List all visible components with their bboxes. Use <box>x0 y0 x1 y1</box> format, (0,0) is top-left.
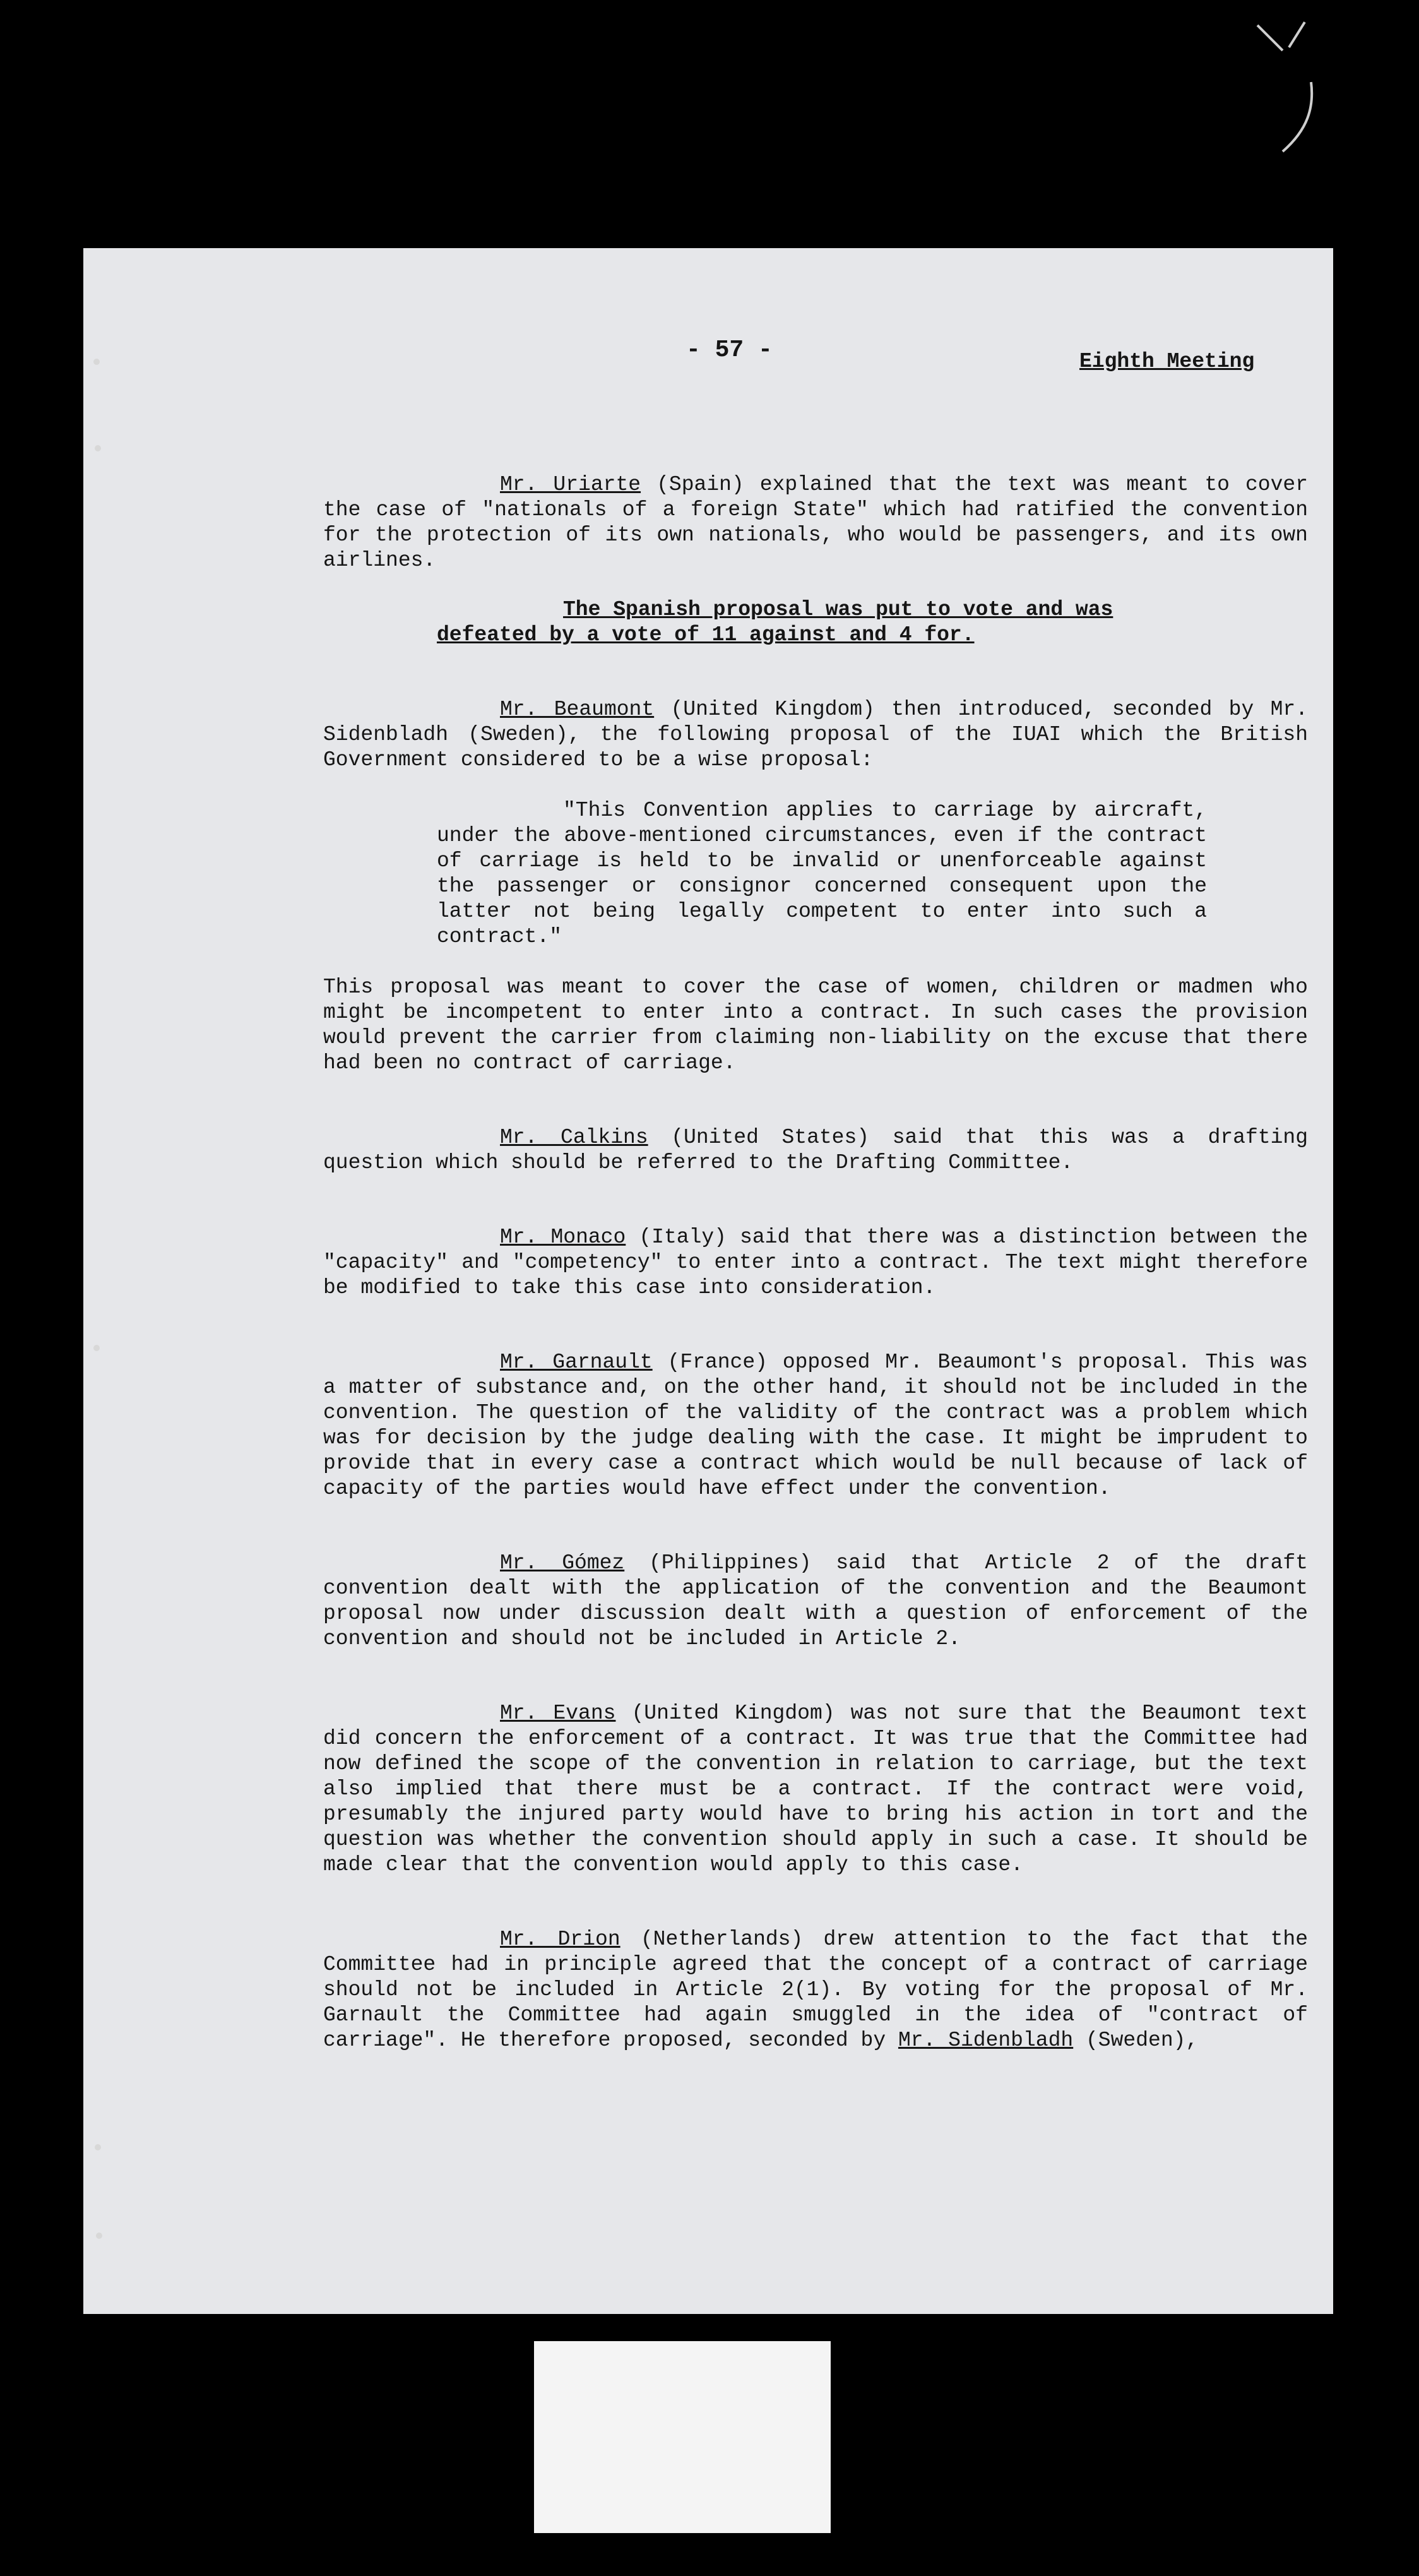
paragraph-text: (United Kingdom) then introduced, seconded by Mr. Sidenbladh (Sweden), the following proposal of the IUAI which the British Government considered to be a wise proposal: <box>323 698 1308 772</box>
quoted-proposal: "This Convention applies to carriage by aircraft, under the above-mentioned circumstances, even if the contract of carriage is held to be invalid or unenforceable against the passenger or consignor concerned consequent upon the latter not being legally competent to enter into such a contract." <box>437 799 1207 948</box>
edge-mark <box>93 1345 100 1351</box>
paragraph-gomez <box>323 1551 1308 1652</box>
edge-mark <box>95 2144 101 2150</box>
paragraph-text: (Sweden), <box>1073 2029 1199 2052</box>
paragraph-text: (Philippines) said that Article 2 of the draft convention dealt with the application of the convention and the Beaumont proposal now under discussion dealt with a question of enforcement of the convention and should not be included in Article 2. <box>323 1551 1308 1650</box>
paragraph-explanation: This proposal was meant to cover the case of women, children or madmen who might be incompetent to enter into a contract. In such cases the provision would prevent the carrier from claiming non-liability on the excuse that there had been no contract of carriage. <box>323 975 1308 1075</box>
speaker-name: Mr. Gómez <box>500 1551 625 1575</box>
speaker-name: Mr. Garnault <box>500 1351 653 1374</box>
paragraph-text: (Netherlands) drew attention to the fact that the Committee had in principle agreed that the concept of a contract of carriage should not be included in Article 2(1). By voting for the proposal of Mr. Garnault the Committee had again smuggled in the idea of "contract of carriage". He therefore proposed, seconded by <box>323 1928 1308 2052</box>
paragraph-text: (Spain) explained that the text was meant to cover the case of "nationals of a foreign State" which had ratified the convention for the protection of its own nationals, who would be passengers, and its own airlines. <box>323 473 1308 572</box>
resolution-text: The Spanish proposal was put to vote and was defeated by a vote of 11 against and 4 for. <box>437 598 1113 647</box>
paragraph-monaco <box>323 1225 1308 1301</box>
edge-mark <box>93 359 100 365</box>
paragraph-text: (France) opposed Mr. Beaumont's proposal. This was a matter of substance and, on the other hand, it should not be included in the convention. The question of the validity of the contract was a problem which was for decision by the judge dealing with the case. It might be imprudent to provide that in every case a contract which would be null because of lack of capacity of the parties would have effect under the convention. <box>323 1351 1308 1500</box>
edge-mark <box>96 2233 102 2239</box>
speaker-name: Mr. Beaumont <box>500 698 655 721</box>
paragraph-uriarte <box>323 472 1308 573</box>
speaker-name: Mr. Drion <box>500 1928 620 1951</box>
edge-mark <box>95 445 101 451</box>
paragraph-text: (United States) said that this was a drafting question which should be referred to the Drafting Committee. <box>323 1126 1308 1174</box>
paragraph-garnault <box>323 1350 1308 1501</box>
speaker-name: Mr. Evans <box>500 1702 616 1725</box>
speaker-name: Mr. Monaco <box>500 1225 626 1249</box>
blank-card <box>534 2341 831 2533</box>
speaker-name: Mr. Calkins <box>500 1126 648 1149</box>
paragraph-text: (United Kingdom) was not sure that the Beaumont text did concern the enforcement of a contract. It was true that the Committee had now defined the scope of the convention in relation to carriage, but the text also implied that there must be a contract. If the contract were void, presumably the injured party would have to bring his action in tort and the question was whether the convention should apply in such a case. It should be made clear that the convention would apply to this case. <box>323 1702 1308 1876</box>
paragraph-calkins <box>323 1125 1308 1176</box>
paragraph-evans <box>323 1701 1308 1878</box>
speaker-name: Mr. Sidenbladh <box>898 2029 1074 2052</box>
corner-scribble <box>1245 13 1339 158</box>
page-number: - 57 - <box>686 337 773 364</box>
meeting-label: Eighth Meeting <box>1079 350 1255 373</box>
paragraph-beaumont <box>323 697 1308 773</box>
document-page <box>83 248 1333 2314</box>
speaker-name: Mr. Uriarte <box>500 473 641 496</box>
paragraph-text: (Italy) said that there was a distinction between the "capacity" and "competency" to enter into a contract. The text might therefore be modified to take this case into consideration. <box>323 1225 1308 1299</box>
paragraph-drion <box>323 1927 1308 2053</box>
document-body <box>323 472 1308 2053</box>
